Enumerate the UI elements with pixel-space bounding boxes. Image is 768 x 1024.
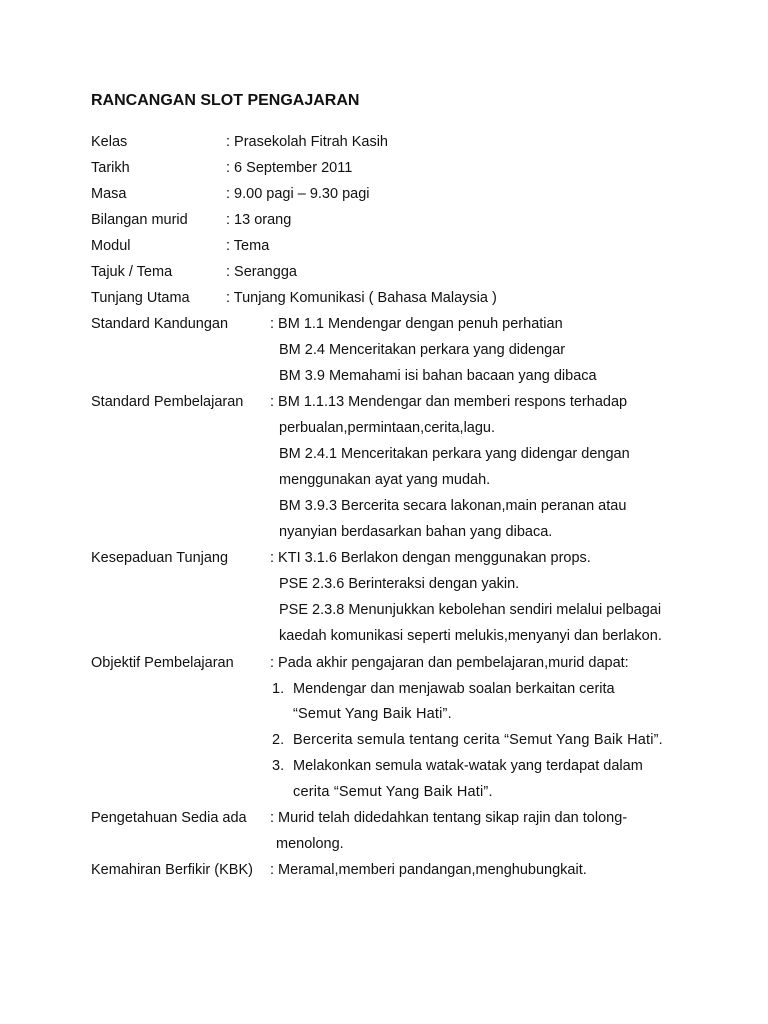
kesepaduan-tunjang-line: PSE 2.3.6 Berinteraksi dengan yakin.	[279, 576, 520, 592]
standard-pembelajaran-line: nyanyian berdasarkan bahan yang dibaca.	[279, 524, 553, 540]
objektif-item-text-cont: cerita “Semut Yang Baik Hati”.	[293, 784, 493, 800]
kesepaduan-tunjang-line: PSE 2.3.8 Menunjukkan kebolehan sendiri melalui pelbagai	[279, 602, 662, 618]
info-label-tunjang-utama: Tunjang Utama	[91, 290, 190, 306]
info-value-tunjang-utama: : Tunjang Komunikasi ( Bahasa Malaysia )	[226, 290, 497, 306]
info-value-modul: : Tema	[226, 238, 270, 254]
standard-pembelajaran-line: : BM 1.1.13 Mendengar dan memberi respons terhadap	[270, 394, 628, 410]
info-value-tajuk-tema: : Serangga	[226, 264, 297, 280]
kesepaduan-tunjang-line: kaedah komunikasi seperti melukis,menyanyi dan berlakon.	[279, 628, 662, 644]
kbk-line: : Meramal,memberi pandangan,menghubungkait.	[270, 862, 587, 878]
section-label-standard-pembelajaran: Standard Pembelajaran	[91, 394, 244, 410]
standard-pembelajaran-line: menggunakan ayat yang mudah.	[279, 472, 491, 488]
info-value-masa: : 9.00 pagi – 9.30 pagi	[226, 186, 370, 202]
info-label-masa: Masa	[91, 186, 127, 202]
section-label-kbk: Kemahiran Berfikir (KBK)	[91, 862, 253, 878]
objektif-item-number: 3.	[272, 758, 285, 774]
section-label-objektif: Objektif Pembelajaran	[91, 655, 234, 671]
info-label-kelas: Kelas	[91, 134, 128, 150]
objektif-item-text: Melakonkan semula watak-watak yang terdapat dalam	[293, 758, 643, 774]
objektif-item-number: 2.	[272, 732, 285, 748]
standard-pembelajaran-line: BM 3.9.3 Bercerita secara lakonan,main peranan atau	[279, 498, 627, 514]
section-label-kesepaduan-tunjang: Kesepaduan Tunjang	[91, 550, 229, 566]
info-value-tarikh: : 6 September 2011	[226, 160, 353, 176]
info-label-modul: Modul	[91, 238, 131, 254]
standard-pembelajaran-line: BM 2.4.1 Menceritakan perkara yang didengar dengan	[279, 446, 630, 462]
document-title: RANCANGAN SLOT PENGAJARAN	[91, 92, 360, 109]
standard-kandungan-line: BM 2.4 Menceritakan perkara yang didengar	[279, 342, 566, 358]
standard-kandungan-line: BM 3.9 Memahami isi bahan bacaan yang dibaca	[279, 368, 597, 384]
section-label-pengetahuan: Pengetahuan Sedia ada	[91, 810, 247, 826]
standard-kandungan-line: : BM 1.1 Mendengar dengan penuh perhatian	[270, 316, 563, 332]
objektif-item-text-cont: “Semut Yang Baik Hati”.	[293, 706, 452, 722]
info-label-tajuk-tema: Tajuk / Tema	[91, 264, 173, 280]
objektif-item-text: Mendengar dan menjawab soalan berkaitan cerita	[293, 681, 615, 697]
info-value-kelas: : Prasekolah Fitrah Kasih	[226, 134, 388, 150]
kesepaduan-tunjang-line: : KTI 3.1.6 Berlakon dengan menggunakan props.	[270, 550, 591, 566]
standard-pembelajaran-line: perbualan,permintaan,cerita,lagu.	[279, 420, 496, 436]
objektif-item-text: Bercerita semula tentang cerita “Semut Yang Baik Hati”.	[293, 732, 663, 748]
info-value-bilangan-murid: : 13 orang	[226, 212, 292, 228]
info-label-bilangan-murid: Bilangan murid	[91, 212, 188, 228]
section-label-standard-kandungan: Standard Kandungan	[91, 316, 229, 332]
pengetahuan-line: : Murid telah didedahkan tentang sikap rajin dan tolong-	[270, 810, 628, 826]
objektif-item-number: 1.	[272, 681, 285, 697]
pengetahuan-line: menolong.	[276, 836, 344, 852]
info-label-tarikh: Tarikh	[91, 160, 130, 176]
objektif-intro: : Pada akhir pengajaran dan pembelajaran,murid dapat:	[270, 655, 629, 671]
